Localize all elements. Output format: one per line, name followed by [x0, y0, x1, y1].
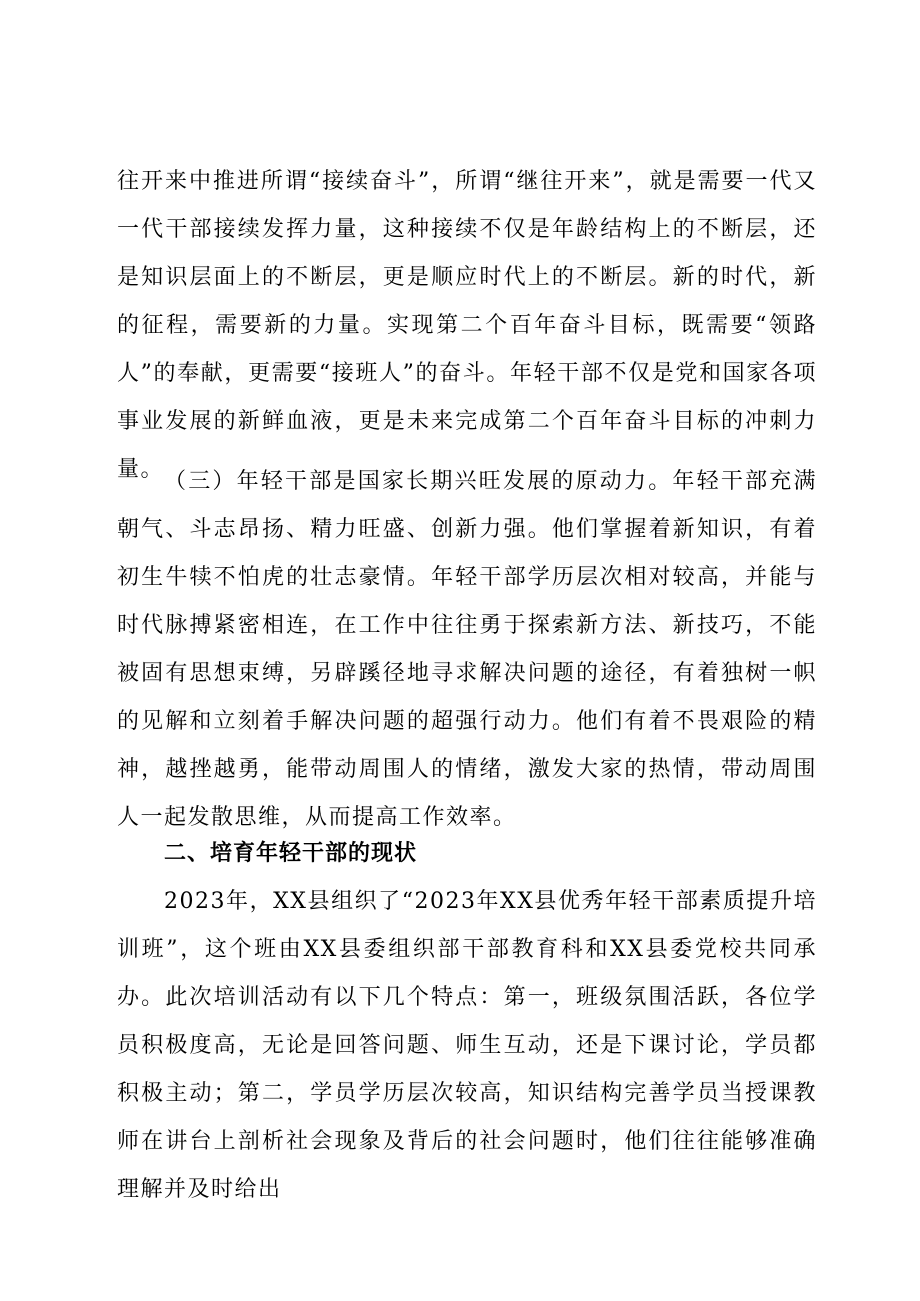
paragraph-young-cadres-driving-force: （三）年轻干部是国家长期兴旺发展的原动力。年轻干部充满朝气、斗志昂扬、精力旺盛、创新力强。他们掌握着新知识，有着初生牛犊不怕虎的壮志豪情。年轻干部学历层次相对较高，并能与时代脉搏紧密相连，在工作中往往勇于探索新方法、新技巧，不能被固有思想束缚，另辟蹊径地寻求解决问题的途径，有着独树一帜的见解和立刻着手解决问题的超强行动力。他们有着不畏艰险的精神，越挫越勇，能带动周围人的情绪，激发大家的热情，带动周围人一起发散思维，从而提高工作效率。: [117, 469, 817, 830]
section-heading: 二、培育年轻干部的现状: [164, 841, 418, 866]
paragraph-training-status: 2023年，XX县组织了“2023年XX县优秀年轻干部素质提升培训班”，这个班由XX县委组织部干部教育科和XX县委党校共同承办。此次培训活动有以下几个特点：第一，班级氛围活跃，各位学员积极度高，无论是回答问题、师生互动，还是下课讨论，学员都积极主动；第二，学员学历层次较高，知识结构完善学员当授课教师在讲台上剖析社会现象及背后的社会问题时，他们往往能够准确理解并及时给出: [117, 889, 817, 1202]
paragraph-continuation: 往开来中推进所谓“接续奋斗”，所谓“继往开来”，就是需要一代又一代干部接续发挥力量，这种接续不仅是年龄结构上的不断层，还是知识层面上的不断层，更是顺应时代上的不断层。新的时代，新的征程，需要新的力量。实现第二个百年奋斗目标，既需要“领路人”的奉献，更需要“接班人”的奋斗。年轻干部不仅是党和国家各项事业发展的新鲜血液，更是未来完成第二个百年奋斗目标的冲刺力量。: [117, 169, 817, 482]
